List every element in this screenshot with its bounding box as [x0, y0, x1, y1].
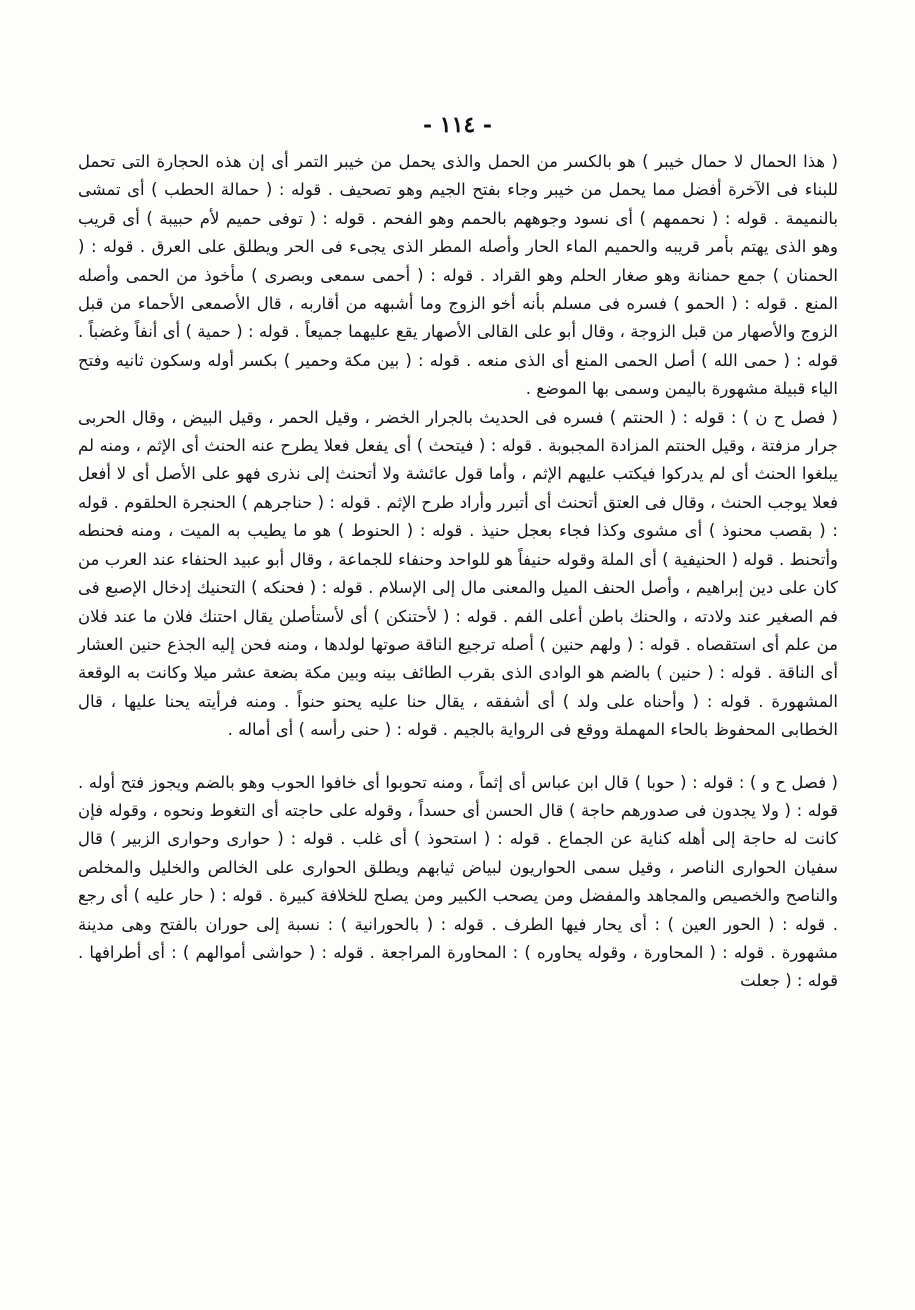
page-number: - ١١٤ -	[422, 112, 493, 138]
body-text	[78, 148, 838, 996]
paragraph-ha-nun: ( فصل ح ن ) : قوله : ( الحنتم ) فسره فى الحديث بالجرار الخضر ، وقيل الحمر ، وقيل البيض ، وقال الحربى جرار مزفتة ، وقيل الحنتم المزادة المجبوبة . قوله : ( فيتحث ) أى يفعل فعلا يطرح عنه الحنث أى الإثم ، ومنه لم يبلغوا الحنث أى لم يدركوا فيكتب عليهم الإثم ، وأما قول عائشة ولا أتحنث إلى نذرى فهو على الأصل أى لا أفعل فعلا يوجب الحنث ، وقال فى العتق أتحنث أى أتبرر وأراد طرح الإثم . قوله : ( حناجرهم ) الحنجرة الحلقوم . قوله : ( بقصب محنوذ ) أى مشوى وكذا فجاء بعجل حنيذ . قوله : ( الحنوط ) هو ما يطيب به الميت ، ومنه فحنطه وأتحنط . قوله ( الحنيفية ) أى الملة وقوله حنيفاً هو للواحد وحنفاء للجماعة ، وقال أبو عبيد الحنفاء عند العرب من كان على دين إبراهيم ، وأصل الحنف الميل والمعنى مال إلى الإسلام . قوله : ( فحنكه ) التحنيك إدخال الإصبع فى فم الصغير عند ولادته ، والحنك باطن أعلى الفم . قوله : ( لأحتنكن ) أى لأستأصلن يقال احتنك فلان ما عند فلان من علم أى استقصاه . قوله : ( ولهم حنين ) أصله ترجيع الناقة صوتها لولدها ، ومنه فحن إليه الجذع حنين العشار أى الناقة . قوله : ( حنين ) بالضم هو الوادى الذى بقرب الطائف بينه وبين مكة بضعة عشر ميلا وكانت به الوقعة المشهورة . قوله : ( وأحناه على ولد ) أى أشفقه ، يقال حنا عليه يحنو حنواً . ومنه فرأيته يحنا عليها ، قال الخطابى المحفوظ بالحاء المهملة ووقع فى الرواية بالجيم . قوله : ( حنى رأسه ) أى أماله .	[78, 407, 838, 740]
paragraph-ha-mim: ( هذا الحمال لا حمال خيبر ) هو بالكسر من الحمل والذى يحمل من خيبر التمر أى إن هذه الحجارة التى تحمل للبناء فى الآخرة أفضل مما يحمل من خيبر وجاء بفتح الجيم وهو تصحيف . قوله : ( حمالة الحطب ) أى تمشى بالنميمة . قوله : ( نحممهم ) أى نسود وجوههم بالحمم وهو الفحم . قوله : ( توفى حميم لأم حبيبة ) أى قريب وهو الذى يهتم بأمر قريبه والحميم الماء الحار وأصله المطر الذى يجىء فى الحر ويطلق على العرق . قوله : ( الحمنان ) جمع حمنانة وهو صغار الحلم وهو القراد . قوله : ( أحمى سمعى وبصرى ) مأخوذ من الحمى وأصله المنع . قوله : ( الحمو ) فسره فى مسلم بأنه أخو الزوج وما أشبهه من أقاربه ، قال الأصمعى الأحماء من قبل الزوج والأصهار من قبل الزوجة ، وقال أبو على القالى الأصهار يقع عليهما جميعاً . قوله : ( حمية ) أى أنفاً وغضباً . قوله : ( حمى الله ) أصل الحمى المنع أى الذى منعه . قوله : ( بين مكة وحمير ) بكسر أوله وسكون ثانيه وفتح الياء قبيلة مشهورة باليمن وسمى بها الموضع .	[78, 152, 838, 399]
paragraph-ha-waw: ( فصل ح و ) : قوله : ( حوبا ) قال ابن عباس أى إثماً ، ومنه تحوبوا أى خافوا الحوب وهو بالضم ويجوز فتح أوله . قوله : ( ولا يجدون فى صدورهم حاجة ) قال الحسن أى حسداً ، وقوله على حاجته أى التغوط ونحوه ، وقوله فإن كانت له حاجة إلى أهله كناية عن الجماع . قوله : ( استحوذ ) أى غلب . قوله : ( حوارى وحوارى الزبير ) قال سفيان الحوارى الناصر ، وقيل سمى الحواريون لبياض ثيابهم ويطلق الحوارى على الخالص والخليل والمخلص والناصح والخصيص والمجاهد والمفضل ومن يصحب الكبير ومن يصلح للخلافة كبيرة . قوله : ( حار عليه ) أى رجع . قوله : ( الحور العين ) : أى يحار فيها الطرف . قوله : ( بالحورانية ) : نسبة إلى حوران بالفتح وهى مدينة مشهورة . قوله : ( المحاورة ، وقوله يحاوره ) : المحاورة المراجعة . قوله : ( حواشى أموالهم ) : أى أطرافها . قوله : ( جعلت	[78, 772, 838, 991]
